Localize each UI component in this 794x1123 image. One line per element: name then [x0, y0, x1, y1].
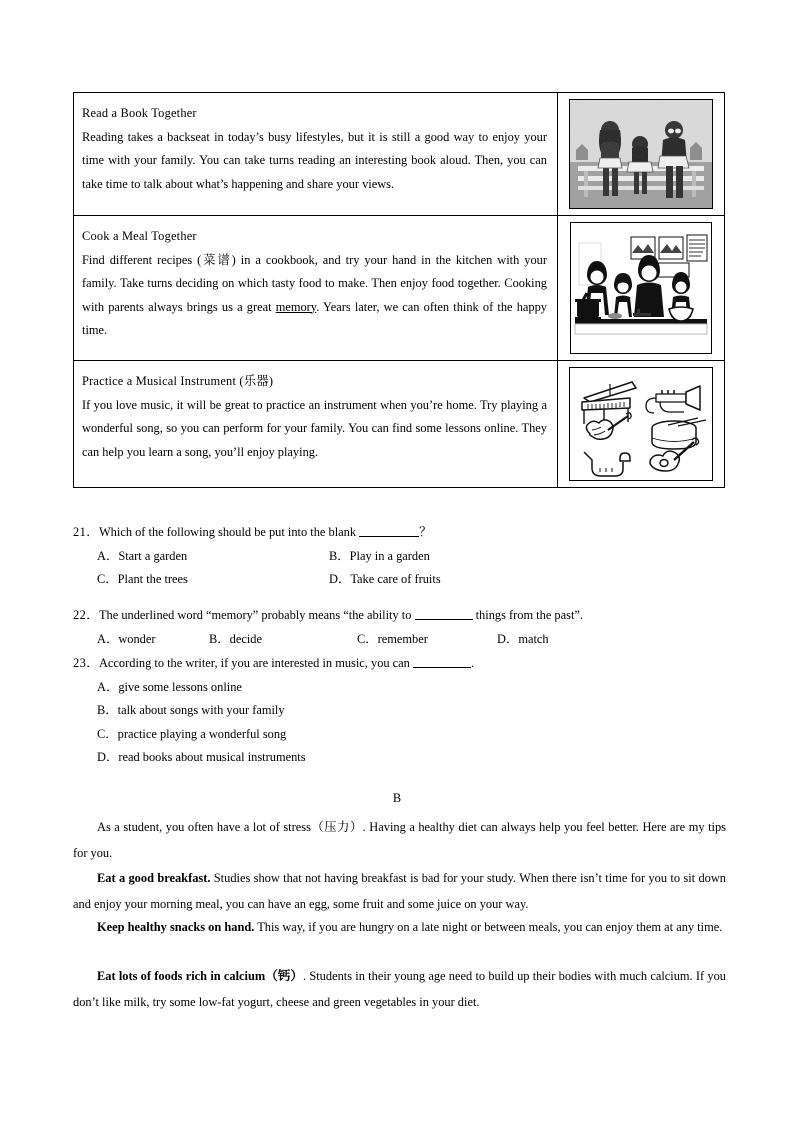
table-cell-image	[558, 361, 725, 488]
breakfast-paragraph	[73, 866, 726, 917]
option-d-text: Take care of fruits	[350, 572, 441, 587]
question-21-stem-pre: Which of the following should be put into the blank	[98, 525, 360, 539]
option-c-label: C．	[97, 572, 118, 587]
passage-body-2-pre: Find different recipes (菜谱) in a cookbook, and try your hand in the kitchen with your family. Take turns deciding on which tasty food to make. Then enjoy food together. Cooking with parents always brings us a great	[82, 252, 547, 314]
table-row	[74, 93, 725, 216]
option-a-label: A．	[97, 548, 119, 563]
question-21-number: 21．	[73, 525, 99, 539]
question-23-stem-post: .	[470, 656, 475, 670]
question-21-stem	[73, 521, 728, 545]
underlined-word-memory: memory	[275, 299, 317, 314]
passage-title-3: Practice a Musical Instrument (乐器)	[82, 374, 274, 388]
question-23-option-c[interactable]	[73, 723, 728, 747]
passage-body-3: If you love music, it will be great to practice an instrument when you’re home. Try playing a wonderful song, so you can perform for your family. You can find some lessons online. They can help you learn a song, you’ll enjoy playing.	[82, 397, 547, 459]
question-22-stem	[73, 604, 728, 628]
intro-paragraph	[73, 815, 726, 866]
passage-cell-2	[74, 216, 557, 353]
option-b[interactable]	[329, 545, 561, 569]
question-22-stem-post: things from the past”.	[472, 608, 583, 622]
question-23	[73, 652, 728, 770]
snacks-paragraph-text: This way, if you are hungry on a late night or between meals, you can enjoy them at any time.	[254, 920, 723, 934]
option-c[interactable]	[97, 568, 329, 592]
family-reading-on-bench-photo	[569, 99, 713, 209]
option-d-label: D．	[497, 631, 519, 646]
option-b-label: B．	[209, 631, 230, 646]
passage-title-2: Cook a Meal Together	[82, 229, 197, 243]
option-b-text: Play in a garden	[349, 548, 430, 563]
answer-blank[interactable]	[413, 655, 471, 668]
question-22-stem-pre: The underlined word “memory” probably means “the ability to	[98, 608, 415, 622]
answer-blank[interactable]	[359, 524, 419, 537]
passage-cell-1	[74, 93, 557, 206]
passage-body-2	[82, 249, 547, 343]
option-b-text: decide	[229, 631, 262, 646]
passage-cell-3	[74, 361, 557, 474]
question-23-option-a[interactable]	[73, 676, 728, 700]
passage-body-2-post: . Years later, we can often think of the happy time.	[82, 299, 547, 337]
intro-paragraph-text: As a student, you often have a lot of stress（压力）. Having a healthy diet can always help you feel better. Here are my tips for you.	[73, 820, 726, 860]
option-d[interactable]	[329, 568, 561, 592]
option-c[interactable]	[357, 628, 497, 652]
calcium-paragraph-text: . Students in their young age need to build up their bodies with much calcium. If you don’t like milk, try some low-fat yogurt, cheese and green vegetables in your diet.	[73, 969, 726, 1009]
question-21-options-row-1	[73, 545, 728, 569]
table-cell-text	[74, 216, 558, 361]
option-a-label: A．	[97, 631, 119, 646]
option-a-text: give some lessons online	[118, 679, 242, 694]
option-a-label: A．	[97, 679, 119, 694]
question-22-options-row	[73, 628, 728, 652]
family-cooking-in-kitchen-illustration	[570, 222, 712, 354]
option-b[interactable]	[209, 628, 357, 652]
option-a-text: wonder	[118, 631, 156, 646]
calcium-tip-heading: Eat lots of foods rich in calcium（钙）	[97, 969, 303, 983]
question-22	[73, 604, 728, 651]
snacks-tip-heading: Keep healthy snacks on hand.	[97, 920, 255, 934]
option-a[interactable]	[97, 545, 329, 569]
option-c-text: Plant the trees	[117, 572, 188, 587]
question-23-option-b[interactable]	[73, 699, 728, 723]
question-22-number: 22．	[73, 608, 99, 622]
question-23-stem-pre: According to the writer, if you are interested in music, you can	[98, 656, 413, 670]
option-c-label: C．	[97, 726, 118, 741]
option-d-text: match	[518, 631, 549, 646]
option-a[interactable]	[97, 628, 209, 652]
table-cell-text	[74, 93, 558, 216]
question-23-stem	[73, 652, 728, 676]
option-b-label: B．	[97, 703, 118, 718]
question-23-number: 23．	[73, 656, 99, 670]
section-b-label: B	[392, 791, 402, 805]
table-cell-image	[558, 216, 725, 361]
option-d-label: D．	[329, 572, 351, 587]
option-d-text: read books about musical instruments	[118, 750, 306, 765]
snacks-paragraph	[73, 915, 726, 941]
question-21	[73, 521, 728, 592]
breakfast-tip-heading: Eat a good breakfast.	[97, 871, 211, 885]
answer-blank[interactable]	[415, 607, 473, 620]
breakfast-paragraph-text: Studies show that not having breakfast is bad for your study. When there isn’t time for you to sit down and enjoy your morning meal, you can have an egg, some fruit and some juice on your way.	[73, 871, 726, 911]
option-c-label: C．	[357, 631, 378, 646]
option-b-label: B．	[329, 548, 350, 563]
table-body	[74, 93, 725, 488]
question-21-stem-post: ？	[419, 525, 432, 539]
option-c-text: remember	[377, 631, 428, 646]
option-a-text: Start a garden	[118, 548, 188, 563]
table-row	[74, 361, 725, 488]
option-c-text: practice playing a wonderful song	[117, 726, 287, 741]
passage-body-1: Reading takes a backseat in today’s busy lifestyles, but it is still a good way to enjoy your time with your family. You can take turns reading an interesting book aloud. Then, you can take time to talk about what’s happening and share your views.	[82, 129, 547, 191]
question-23-option-d[interactable]	[73, 746, 728, 770]
reading-material-table	[73, 92, 725, 488]
passage-title-1: Read a Book Together	[82, 106, 197, 120]
calcium-paragraph	[73, 964, 726, 1015]
option-d[interactable]	[497, 628, 549, 652]
table-row	[74, 216, 725, 361]
question-21-options-row-2	[73, 568, 728, 592]
musical-instruments-line-drawing	[569, 367, 713, 481]
option-d-label: D．	[97, 750, 119, 765]
table-cell-text	[74, 361, 558, 488]
option-b-text: talk about songs with your family	[117, 703, 285, 718]
table-cell-image	[558, 93, 725, 216]
